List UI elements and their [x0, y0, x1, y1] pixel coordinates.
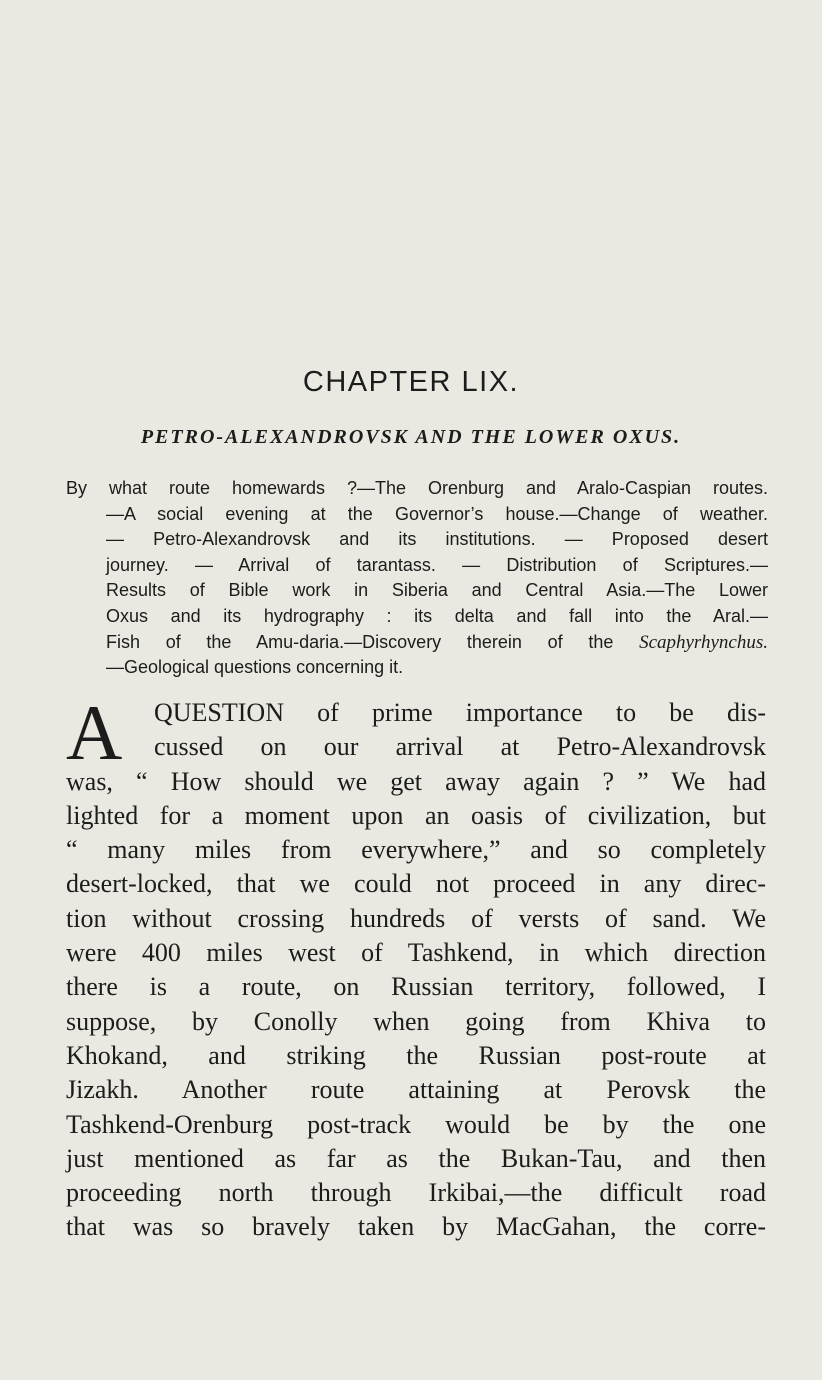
body-line: tion without crossing hundreds of versts of sand. We	[66, 903, 766, 933]
summary-line: By what route homewards ?—The Orenburg and Aralo-Caspian routes.	[66, 478, 768, 498]
summary-line-with-term	[66, 630, 768, 656]
body-paragraph	[66, 689, 766, 1245]
summary-line-text: Fish of the Amu-daria.—Discovery therein of the	[106, 631, 614, 652]
body-line: Khokand, and striking the Russian post-route at	[66, 1040, 766, 1070]
body-line: desert-locked, that we could not proceed in any direc-	[66, 869, 766, 899]
body-line: there is a route, on Russian territory, followed, I	[66, 972, 766, 1002]
body-line: proceeding north through Irkibai,—the difficult road	[66, 1178, 766, 1208]
body-line: QUESTION of prime importance to be dis-	[154, 698, 766, 727]
body-line: just mentioned as far as the Bukan-Tau, and then	[66, 1143, 766, 1173]
body-line: cussed on our arrival at Petro-Alexandrovsk	[154, 732, 766, 762]
body-line: lighted for a moment upon an oasis of civilization, but	[66, 800, 766, 830]
chapter-subtitle: PETRO-ALEXANDROVSK AND THE LOWER OXUS.	[140, 426, 682, 448]
body-line: Tashkend-Orenburg post-track would be by the one	[66, 1109, 766, 1139]
summary-line: Results of Bible work in Siberia and Central Asia.—The Lower	[106, 580, 768, 601]
chapter-title: CHAPTER LIX.	[302, 366, 520, 398]
body-line: were 400 miles west of Tashkend, in which direction	[66, 938, 766, 968]
chapter-summary	[66, 476, 768, 681]
body-line: Jizakh. Another route attaining at Perovsk the	[66, 1075, 766, 1105]
summary-line: Oxus and its hydrography : its delta and fall into the Aral.—	[106, 605, 768, 626]
body-line: that was so bravely taken by MacGahan, the corre-	[66, 1212, 766, 1242]
summary-line: journey. — Arrival of tarantass. — Distribution of Scriptures.—	[106, 554, 768, 575]
body-line: was, “ How should we get away again ? ” We had	[66, 766, 766, 796]
summary-line: —A social evening at the Governor’s house.—Change of weather.	[106, 503, 768, 524]
italic-term: Scaphyrhynchus.	[639, 631, 768, 653]
summary-line: — Petro-Alexandrovsk and its institutions. — Proposed desert	[106, 529, 768, 550]
body-line: “ many miles from everywhere,” and so completely	[66, 835, 766, 865]
summary-line: —Geological questions concerning it.	[106, 657, 404, 678]
drop-cap: A	[66, 689, 123, 776]
body-line: suppose, by Conolly when going from Khiva to	[66, 1006, 766, 1036]
